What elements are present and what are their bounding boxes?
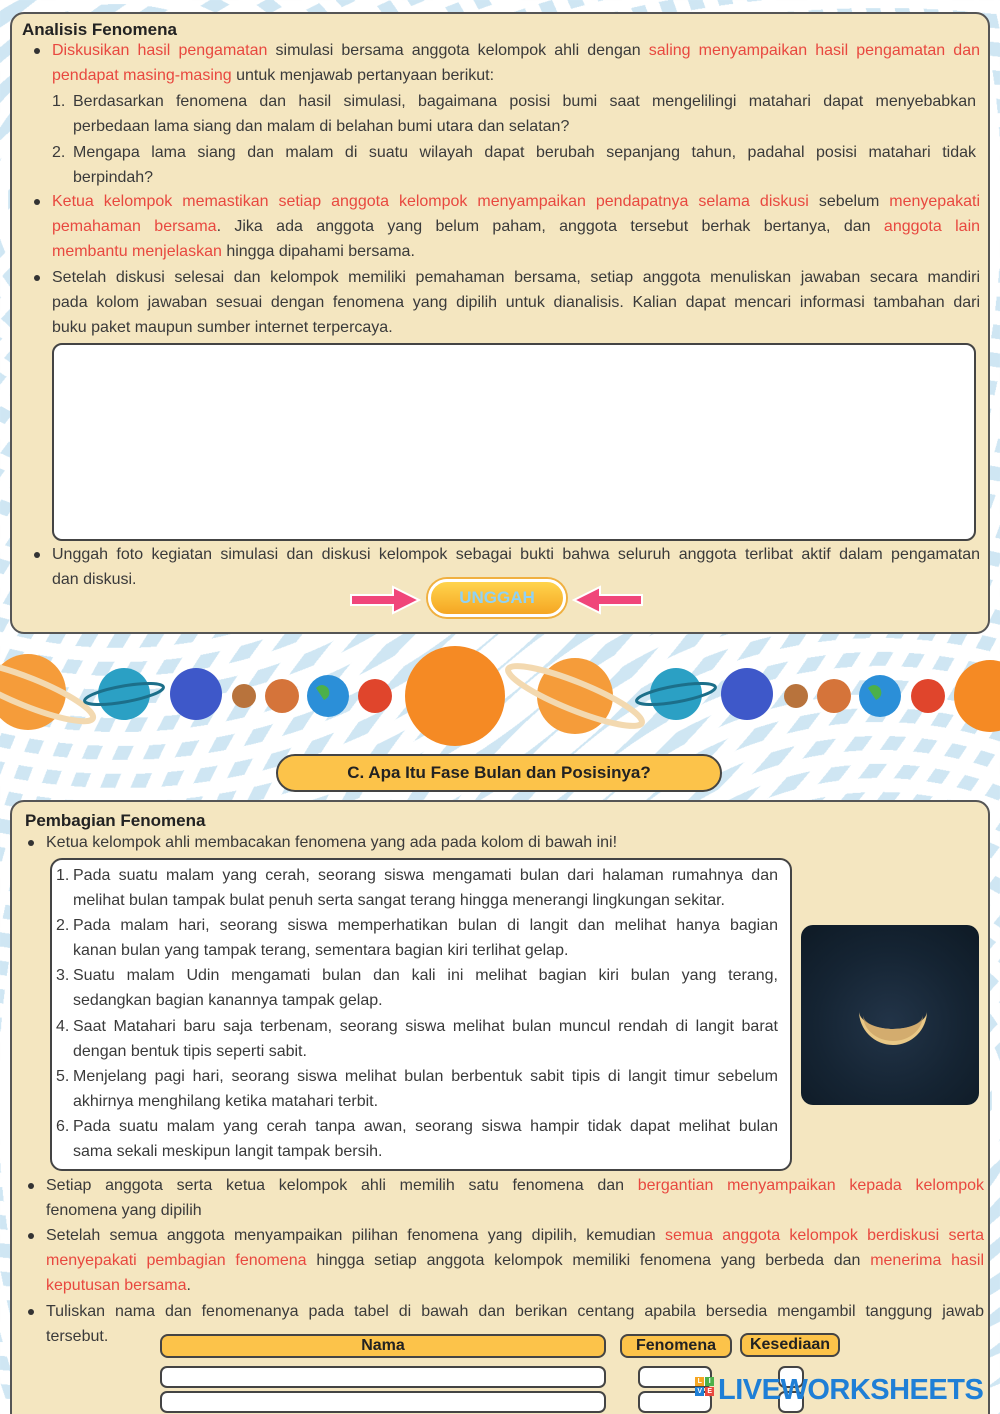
- table-header-fenomena: Fenomena: [620, 1334, 732, 1358]
- question-number: 2.: [52, 144, 66, 161]
- uranus-icon: [721, 668, 773, 720]
- question-2-line1: Mengapa lama siang dan malam di suatu wilayah dapat berubah sepanjang tahun, padahal posisi matahari tidak: [73, 144, 976, 161]
- neptune-icon: [83, 668, 165, 720]
- moon-crescent-icon: [801, 925, 979, 1105]
- pembagian-intro: Ketua kelompok ahli membacakan fenomena yang ada pada kolom di bawah ini!: [46, 834, 618, 851]
- phenomenon-number: 3.: [56, 967, 70, 984]
- name-input[interactable]: [160, 1366, 606, 1388]
- phenomenon-6-line2: sama sekali meskipun langit tampak bersih.: [73, 1143, 383, 1160]
- bullet: [34, 552, 40, 558]
- analisis-bullet-2-line2: pemahaman bersama. Jika ada anggota yang belum paham, anggota tersebut berhak bertanya, dan anggota lain: [52, 218, 981, 235]
- phenomenon-5-line2: akhirnya menghilang ketika matahari terbit.: [73, 1093, 379, 1110]
- phenomenon-number: 5.: [56, 1068, 70, 1085]
- planet-strip-decoration: [0, 640, 1000, 750]
- answer-textarea[interactable]: [52, 343, 976, 541]
- earth-icon: [859, 675, 901, 717]
- analisis-bullet-4-line2: dan diskusi.: [52, 571, 137, 588]
- phenomenon-number: 2.: [56, 917, 70, 934]
- pembagian-bullet-3-line2: menyepakati pembagian fenomena hingga setiap anggota kelompok memiliki fenomena yang berbeda dan menerima hasil: [46, 1252, 984, 1269]
- bullet: [28, 1309, 34, 1315]
- jupiter-icon: [405, 646, 505, 746]
- analisis-bullet-4-line1: Unggah foto kegiatan simulasi dan diskusi kelompok sebagai bukti bahwa seluruh anggota terlibat aktif dalam pengamatan: [52, 546, 980, 563]
- bullet: [34, 199, 40, 205]
- question-1-line2: perbedaan lama siang dan malam di belahan bumi utara dan selatan?: [73, 118, 570, 135]
- phenomenon-4-line1: Saat Matahari baru saja terbenam, seorang siswa melihat bulan muncul rendah di langit barat: [73, 1018, 778, 1035]
- liveworksheets-logo: [695, 1374, 983, 1406]
- pembagian-title: Pembagian Fenomena: [25, 811, 206, 830]
- analisis-bullet-1-line2: pendapat masing-masing untuk menjawab pertanyaan berikut:: [52, 67, 495, 84]
- phenomenon-3-line2: sedangkan bagian kanannya tampak gelap.: [73, 992, 383, 1009]
- liveworksheets-wordmark: LIVEWORKSHEETS: [718, 1373, 984, 1406]
- phenomenon-number: 1.: [56, 867, 70, 884]
- phenomenon-2-line2: kanan bulan yang tampak terang, sementara bagian kiri terlihat gelap.: [73, 942, 569, 959]
- question-1-line1: Berdasarkan fenomena dan hasil simulasi, bagaimana posisi bumi saat mengelilingi matahari dapat menyebabkan: [73, 93, 976, 110]
- earth-icon: [307, 675, 349, 717]
- bullet: [34, 275, 40, 281]
- analisis-bullet-3-line2: pada kolom jawaban sesuai dengan fenomena yang dipilih untuk dianalisis. Kalian dapat mencari informasi tambahan dari: [52, 294, 980, 311]
- liveworksheets-mark-icon: L I V E: [695, 1377, 715, 1403]
- phenomenon-2-line1: Pada malam hari, seorang siswa memperhatikan bulan di langit dan melihat hanya bagian: [73, 917, 778, 934]
- phenomenon-number: 4.: [56, 1018, 70, 1035]
- mercury-icon: [232, 684, 256, 708]
- phenomenon-1-line2: melihat bulan tampak bulat penuh serta sangat terang hingga menerangi lingkungan sekitar.: [73, 892, 725, 909]
- jupiter-icon: [954, 660, 1000, 732]
- phenomenon-4-line2: dengan bentuk tipis seperti sabit.: [73, 1043, 307, 1060]
- saturn-icon: [0, 653, 98, 731]
- upload-button[interactable]: UNGGAH: [428, 579, 566, 617]
- pembagian-bullet-2-line1: Setiap anggota serta ketua kelompok ahli memilih satu fenomena dan bergantian menyampaikan kepada kelompok: [46, 1177, 985, 1194]
- venus-icon: [265, 679, 299, 713]
- question-number: 1.: [52, 93, 66, 110]
- analisis-bullet-1-line1: Diskusikan hasil pengamatan simulasi bersama anggota kelompok ahli dengan saling menyampaikan hasil pengamatan dan: [52, 42, 980, 59]
- pembagian-bullet-2-line2: fenomena yang dipilih: [46, 1202, 202, 1219]
- analisis-bullet-2-line3: membantu menjelaskan hingga dipahami bersama.: [52, 243, 415, 260]
- analisis-bullet-3-line3: buku paket maupun sumber internet terpercaya.: [52, 319, 393, 336]
- neptune-icon: [635, 668, 717, 720]
- arrow-right-icon: [349, 585, 421, 615]
- bullet: [28, 840, 34, 846]
- arrow-left-icon: [572, 585, 644, 615]
- mars-icon: [911, 679, 945, 713]
- uranus-icon: [170, 668, 222, 720]
- phenomenon-3-line1: Suatu malam Udin mengamati bulan dan kali ini melihat bagian kiri bulan yang terang,: [73, 967, 778, 984]
- bullet: [34, 48, 40, 54]
- analisis-bullet-3-line1: Setelah diskusi selesai dan kelompok memiliki pemahaman bersama, setiap anggota menuliskan jawaban secara mandiri: [52, 269, 980, 286]
- pembagian-bullet-3-line1: Setelah semua anggota menyampaikan pilihan fenomena yang dipilih, kemudian semua anggota kelompok berdiskusi serta: [46, 1227, 985, 1244]
- name-input[interactable]: [160, 1391, 606, 1413]
- bullet: [28, 1183, 34, 1189]
- phenomenon-5-line1: Menjelang pagi hari, seorang siswa melihat bulan berbentuk sabit tipis di langit timur sebelum: [73, 1068, 778, 1085]
- table-header-nama: Nama: [160, 1334, 606, 1358]
- mercury-icon: [784, 684, 808, 708]
- phenomenon-1-line1: Pada suatu malam yang cerah, seorang siswa mengamati bulan dari halaman rumahnya dan: [73, 867, 778, 884]
- moon-photo: [801, 925, 979, 1105]
- pembagian-bullet-4-line1: Tuliskan nama dan fenomenanya pada tabel di bawah dan berikan centang apabila bersedia mengambil tanggung jawab: [46, 1303, 984, 1320]
- phenomenon-number: 6.: [56, 1118, 70, 1135]
- venus-icon: [817, 679, 851, 713]
- phenomenon-6-line1: Pada suatu malam yang cerah tanpa awan, seorang siswa hampir tidak dapat melihat bulan: [73, 1118, 778, 1135]
- question-2-line2: berpindah?: [73, 169, 154, 186]
- table-header-kesediaan: Kesediaan: [740, 1333, 840, 1357]
- analisis-bullet-2-line1: Ketua kelompok memastikan setiap anggota kelompok menyampaikan pendapatnya selama diskusi sebelum menyepakati: [52, 193, 980, 210]
- mars-icon: [358, 679, 392, 713]
- bullet: [28, 1233, 34, 1239]
- section-c-title: C. Apa Itu Fase Bulan dan Posisinya?: [276, 754, 722, 792]
- analisis-title: Analisis Fenomena: [22, 20, 177, 39]
- pembagian-bullet-3-line3: keputusan bersama.: [46, 1277, 191, 1294]
- pembagian-bullet-4-line2: tersebut.: [46, 1328, 109, 1345]
- saturn-icon: [503, 656, 647, 736]
